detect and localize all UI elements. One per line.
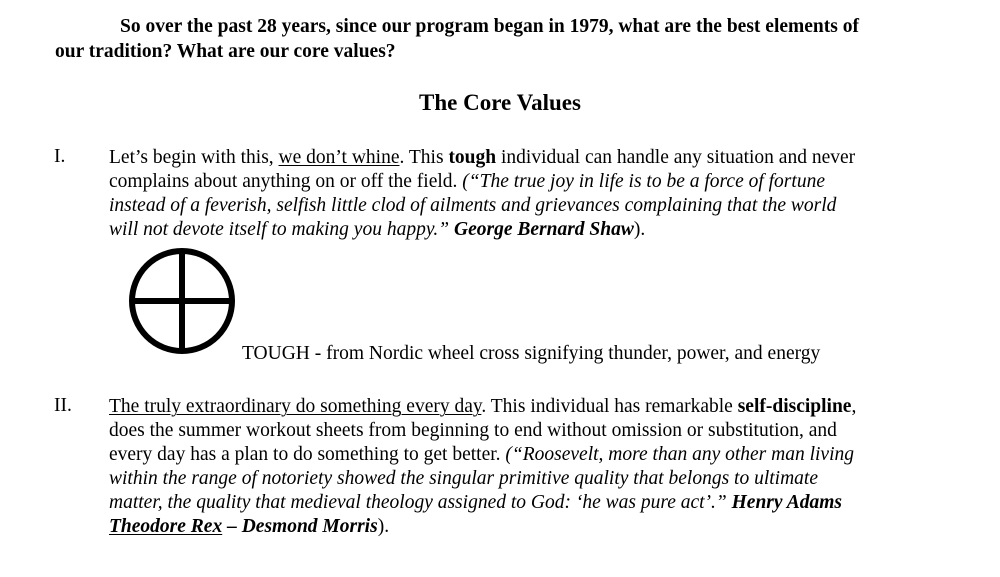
text-run: Let’s begin with this, — [109, 147, 279, 168]
section-1-numeral: I. — [54, 146, 66, 167]
quote-author: Henry Adams — [731, 492, 842, 513]
quote-text: (“Roosevelt, more than any other man living — [505, 444, 854, 465]
text-run: every day has a plan to do something to get better. — [109, 444, 506, 465]
section-1-line-4 — [109, 218, 645, 242]
text-run: individual can handle any situation and never — [496, 147, 856, 168]
wheel-cross-icon — [126, 246, 238, 356]
underlined-phrase: The truly extraordinary do something every day — [109, 396, 482, 417]
section-2-line-6 — [109, 515, 389, 539]
text-run: , — [851, 396, 857, 417]
section-2-line-1 — [109, 395, 856, 419]
quote-author: – Desmond Morris — [222, 516, 378, 537]
text-run: complains about anything on or off the field. — [109, 171, 463, 192]
text-run: ). — [633, 219, 646, 240]
text-run: ). — [377, 516, 390, 537]
quote-text: matter, the quality that medieval theology assigned to God: ‘he was pure act’.” — [109, 492, 732, 513]
intro-line-2: our tradition? What are our core values? — [55, 41, 396, 62]
quote-text: will not devote itself to making you happy.” — [109, 219, 455, 240]
symbol-caption: TOUGH - from Nordic wheel cross signifying thunder, power, and energy — [242, 343, 821, 364]
text-run: . This individual has remarkable — [481, 396, 738, 417]
section-2-line-4: within the range of notoriety showed the singular primitive quality that belongs to ultimate — [109, 468, 818, 489]
section-2-line-2: does the summer workout sheets from beginning to end without omission or substitution, and — [109, 420, 837, 441]
section-2-numeral: II. — [54, 395, 72, 416]
section-1-line-2 — [109, 170, 825, 194]
section-2-line-3 — [109, 443, 854, 467]
section-1-line-3: instead of a feverish, selfish little clod of ailments and grievances complaining that the world — [109, 195, 837, 216]
bold-word: self-discipline — [737, 396, 852, 417]
section-1-line-1 — [109, 146, 855, 170]
intro-line-1: So over the past 28 years, since our program began in 1979, what are the best elements of — [120, 16, 859, 37]
underlined-phrase: we don’t whine — [278, 147, 400, 168]
bold-word: tough — [448, 147, 497, 168]
book-title: Theodore Rex — [109, 516, 223, 537]
quote-author: George Bernard Shaw — [454, 219, 634, 240]
text-run: . This — [399, 147, 449, 168]
section-2-line-5 — [109, 491, 842, 515]
page-title: The Core Values — [419, 90, 581, 115]
quote-text: (“The true joy in life is to be a force of fortune — [462, 171, 825, 192]
